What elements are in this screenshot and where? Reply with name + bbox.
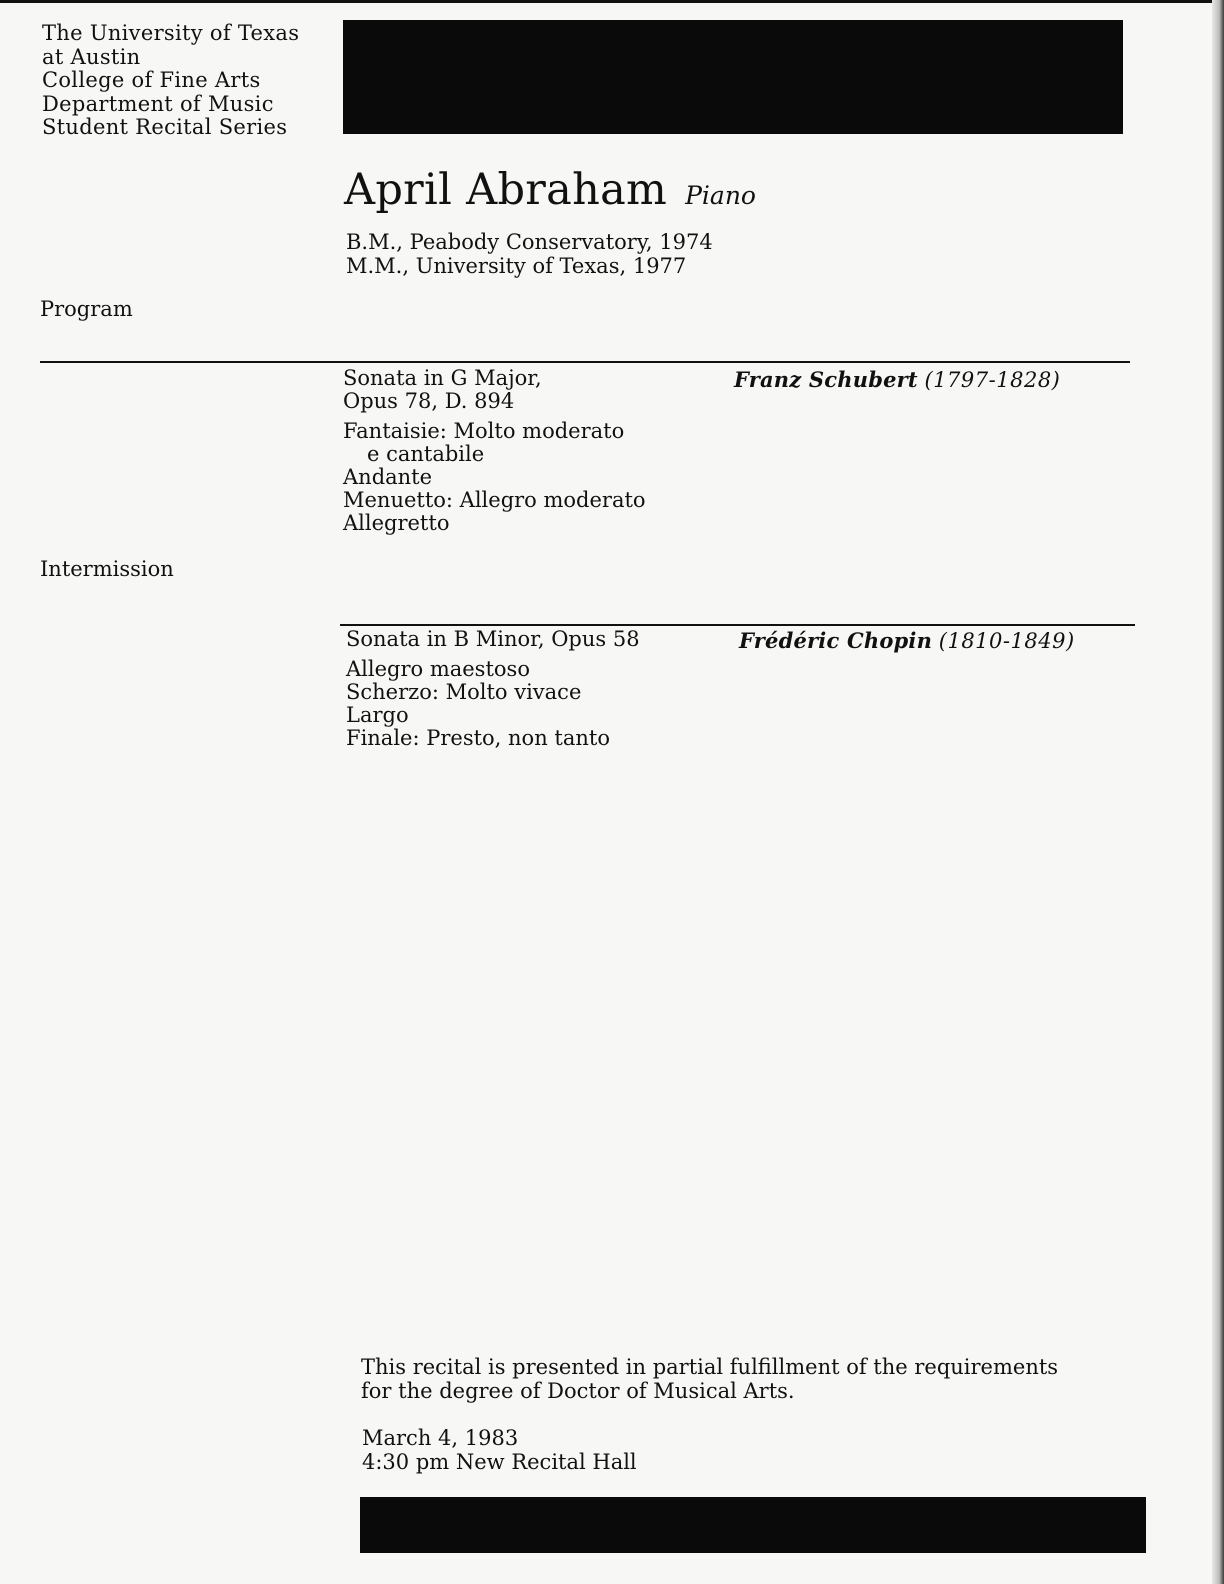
work-title-line: Sonata in B Minor, Opus 58 bbox=[346, 627, 640, 651]
movement: Allegro maestoso bbox=[346, 657, 530, 681]
recital-date: March 4, 1983 bbox=[362, 1426, 519, 1450]
header-line: Department of Music bbox=[42, 91, 274, 116]
recital-time-place: 4:30 pm New Recital Hall bbox=[362, 1450, 637, 1474]
degree-requirement-note bbox=[361, 1356, 1058, 1403]
work-title-line: Sonata in G Major, bbox=[343, 366, 542, 390]
movement: Scherzo: Molto vivace bbox=[346, 680, 582, 704]
header-line: Student Recital Series bbox=[42, 115, 288, 139]
movement: Fantaisie: Molto moderato bbox=[343, 419, 625, 443]
composer-name: Frédéric Chopin bbox=[739, 628, 933, 653]
top-black-bar bbox=[343, 20, 1123, 134]
composer-chopin bbox=[739, 628, 1075, 653]
institution-header bbox=[42, 22, 299, 140]
work-title bbox=[346, 628, 640, 651]
composer-dates: (1810-1849) bbox=[938, 629, 1075, 653]
second-half-divider bbox=[340, 624, 1135, 626]
header-line: The University of Texas bbox=[42, 21, 300, 45]
header-line: at Austin bbox=[42, 44, 141, 69]
performer-name: April Abraham bbox=[344, 165, 668, 215]
degree-line: B.M., Peabody Conservatory, 1974 bbox=[346, 230, 713, 254]
program-divider bbox=[40, 361, 1130, 363]
program-label: Program bbox=[40, 297, 133, 321]
degree-line: M.M., University of Texas, 1977 bbox=[346, 254, 687, 278]
performer-heading bbox=[344, 165, 756, 215]
intermission-label: Intermission bbox=[40, 557, 174, 581]
performer-degrees bbox=[346, 230, 713, 278]
composer-dates: (1797-1828) bbox=[924, 368, 1061, 392]
movement: Andante bbox=[343, 465, 433, 489]
work-title bbox=[343, 367, 646, 413]
header-line: College of Fine Arts bbox=[42, 68, 261, 92]
work-schubert bbox=[343, 367, 646, 535]
composer-name: Franz Schubert bbox=[734, 367, 918, 392]
note-line: for the degree of Doctor of Musical Arts. bbox=[361, 1378, 795, 1403]
page-top-border bbox=[0, 0, 1224, 3]
performer-instrument: Piano bbox=[685, 181, 756, 210]
movement: Allegretto bbox=[343, 511, 450, 535]
bottom-black-bar bbox=[360, 1497, 1146, 1553]
page-edge-shadow bbox=[1212, 0, 1224, 1584]
work-chopin bbox=[346, 628, 640, 750]
movement: Finale: Presto, non tanto bbox=[346, 726, 610, 750]
work-title-line: Opus 78, D. 894 bbox=[343, 389, 515, 413]
composer-schubert bbox=[734, 367, 1060, 392]
movement: Menuetto: Allegro moderato bbox=[343, 488, 646, 512]
recital-date-time bbox=[362, 1426, 637, 1474]
movement: e cantabile bbox=[367, 442, 485, 466]
movement: Largo bbox=[346, 703, 409, 727]
note-line: This recital is presented in partial fulfillment of the requirements bbox=[361, 1355, 1059, 1379]
